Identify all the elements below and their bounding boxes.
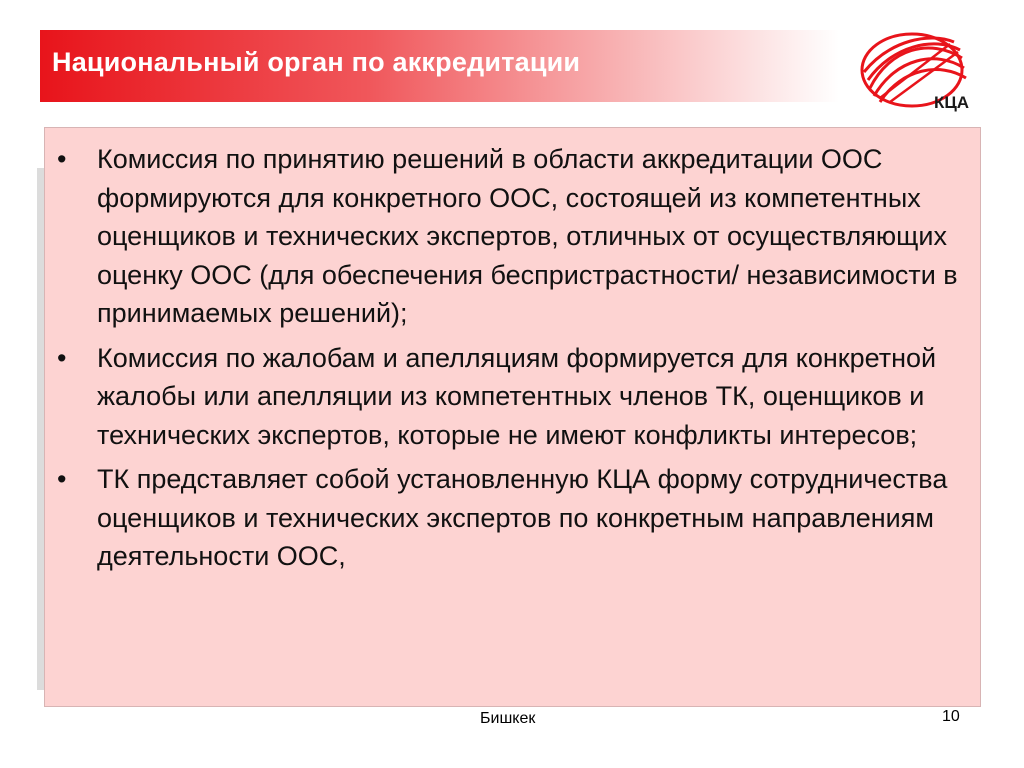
logo-graphic bbox=[850, 28, 980, 112]
logo-text: КЦА bbox=[934, 93, 970, 112]
bullet-icon: • bbox=[57, 464, 67, 494]
list-item bbox=[55, 140, 965, 333]
kca-logo-icon bbox=[850, 28, 980, 112]
bullet-icon: • bbox=[57, 342, 67, 373]
bullet-text: ТК представляет собой установленную КЦА форму сотрудничества оценщиков и технических экспертов по конкретным направлениям деятельности ООС, bbox=[97, 464, 948, 571]
list-item bbox=[55, 460, 965, 576]
bullet-text: Комиссия по принятию решений в области аккредитации ООС формируются для конкретного ООС, состоящей из компетентных оценщиков и технических экспертов, отличных от осуществляющих оценку ООС (для обеспечения беспристрастности/ независимости в принимаемых решений); bbox=[97, 144, 958, 328]
bullet-list bbox=[55, 140, 965, 582]
bullet-text: Комиссия по жалобам и апелляциям формируется для конкретной жалобы или апелляции из компетентных членов ТК, оценщиков и технических экспертов, которые не имеют конфликты интересов; bbox=[97, 342, 937, 450]
slide-title: Национальный орган по аккредитации bbox=[52, 47, 581, 77]
footer-city: Бишкек bbox=[480, 710, 536, 727]
page-number: 10 bbox=[942, 708, 960, 725]
bullet-icon: • bbox=[57, 144, 67, 174]
list-item bbox=[55, 339, 965, 455]
